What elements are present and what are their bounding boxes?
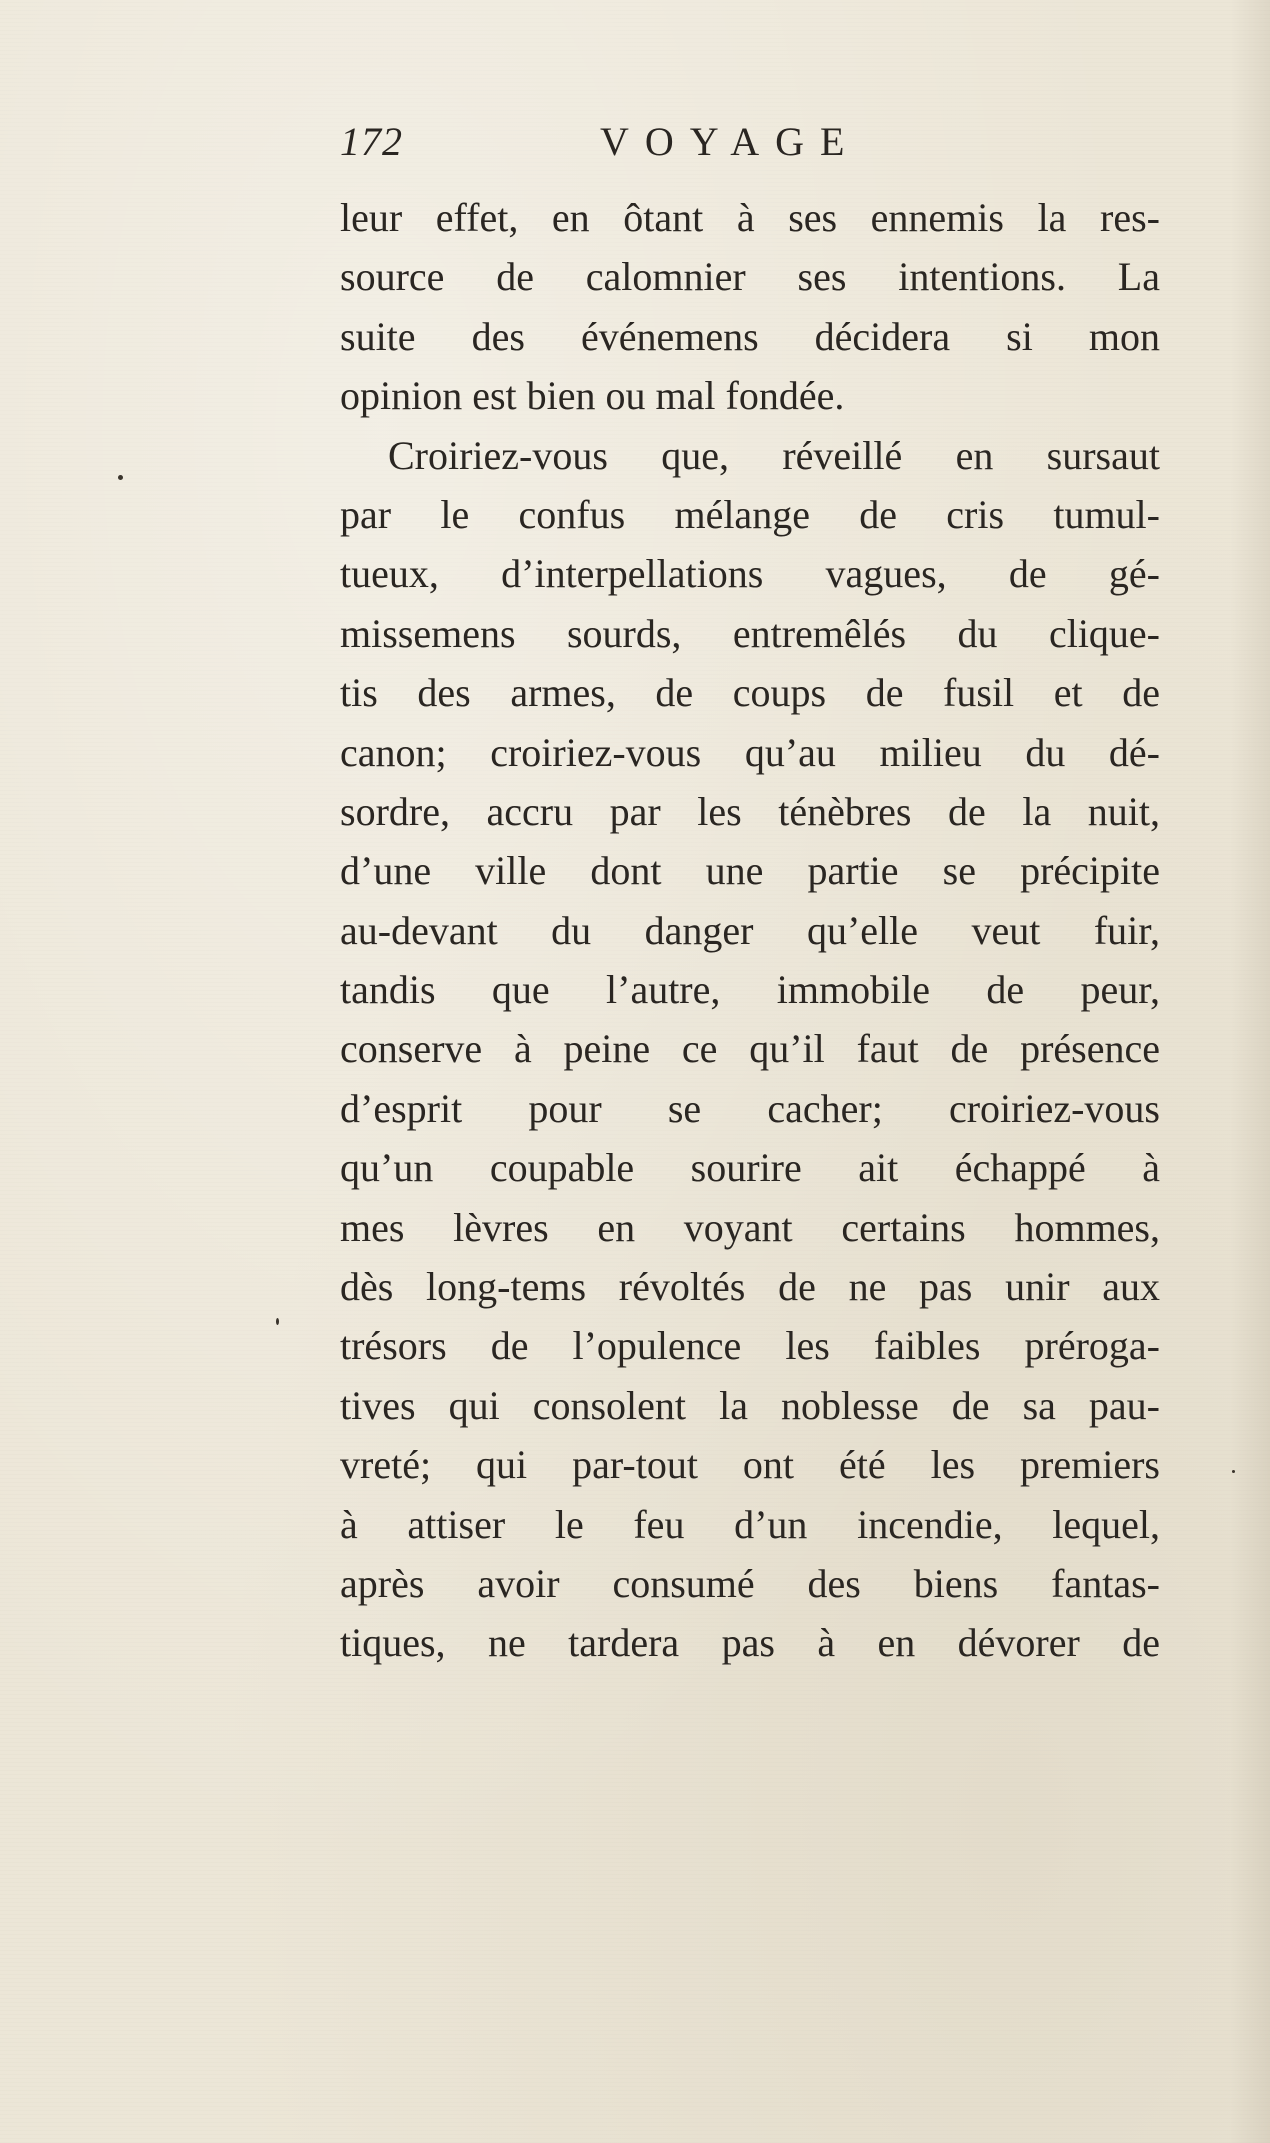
page-edge-shadow [1230, 0, 1270, 2143]
text-line: à attiser le feu d’un incendie, lequel, [340, 1501, 1160, 1547]
text-line: tueux, d’interpellations vagues, de gé- [340, 551, 1160, 597]
text-line: dès long-tems révoltés de ne pas unir aux [340, 1264, 1160, 1310]
text-line: source de calomnier ses intentions. La [340, 254, 1160, 300]
text-line: canon; croiriez-vous qu’au milieu du dé- [340, 729, 1160, 775]
text-line: leur effet, en ôtant à ses ennemis la res- [340, 195, 1160, 240]
text-line: au-devant du danger qu’elle veut fuir, [340, 907, 1160, 953]
ink-speck [118, 475, 123, 480]
ink-speck [1232, 1470, 1235, 1473]
ink-speck [276, 1318, 279, 1325]
text-line: tiques, ne tardera pas à en dévorer de [340, 1620, 1160, 1666]
page-header [340, 118, 1160, 168]
text-line: tives qui consolent la noblesse de sa pau- [340, 1382, 1160, 1428]
text-line: tis des armes, de coups de fusil et de [340, 670, 1160, 716]
text-line: mes lèvres en voyant certains hommes, [340, 1204, 1160, 1250]
text-line: Croiriez-vous que, réveillé en sursaut [388, 432, 1160, 478]
body-text [340, 188, 1160, 1673]
running-head: VOYAGE [600, 119, 861, 164]
text-line: après avoir consumé des biens fantas- [340, 1560, 1160, 1606]
page-number: 172 [340, 119, 403, 164]
text-line: opinion est bien ou mal fondée. [340, 373, 845, 419]
text-line: trésors de l’opulence les faibles préroga- [340, 1323, 1160, 1369]
text-line: d’une ville dont une partie se précipite [340, 848, 1160, 894]
text-line: d’esprit pour se cacher; croiriez-vous [340, 1085, 1160, 1131]
text-line: par le confus mélange de cris tumul- [340, 491, 1160, 537]
text-line: conserve à peine ce qu’il faut de présence [340, 1026, 1160, 1072]
text-line: qu’un coupable sourire ait échappé à [340, 1145, 1160, 1191]
text-line: suite des événemens décidera si mon [340, 313, 1160, 359]
text-line: sordre, accru par les ténèbres de la nuit, [340, 788, 1160, 834]
text-line: tandis que l’autre, immobile de peur, [340, 967, 1160, 1013]
text-line: vreté; qui par-tout ont été les premiers [340, 1442, 1160, 1488]
text-line: missemens sourds, entremêlés du clique- [340, 610, 1160, 656]
